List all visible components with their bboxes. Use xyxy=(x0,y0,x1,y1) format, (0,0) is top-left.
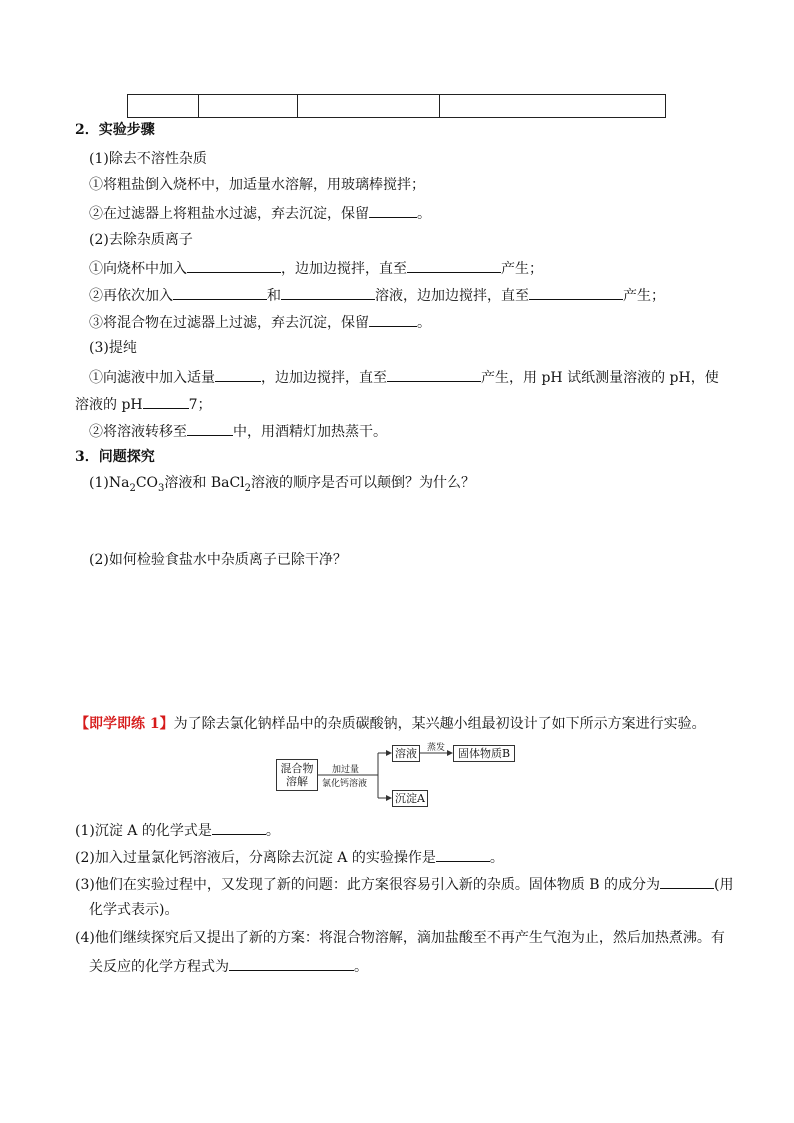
step-3-1-cont: 溶液的 pH 7； xyxy=(75,394,212,414)
step-3-1: ①向滤液中加入适量 ，边加边搅拌，直至 产生，用 pH 试纸测量溶液的 pH，使 xyxy=(89,367,719,387)
question-2: (2)如何检验食盐水中杂质离子已除干净？ xyxy=(89,552,347,568)
section-2-heading: 2．实验步骤 xyxy=(75,122,155,138)
section-3-heading: 3．问题探究 xyxy=(75,449,155,465)
box-solid-b: 固体物质B xyxy=(453,745,515,762)
answer-blank[interactable] xyxy=(387,367,481,382)
answer-blank[interactable] xyxy=(529,285,623,300)
step-2-title: (2)去除杂质离子 xyxy=(89,232,193,248)
reagent-label-1: 加过量 xyxy=(332,765,360,775)
evaporate-label: 蒸发 xyxy=(427,743,446,753)
question-1: $(1)Na_2CO_3$溶液和 BaCl$_2$溶液的顺序是否可以颠倒？为什么？ xyxy=(89,475,476,494)
exercise-tag: 【即学即练 1】 xyxy=(75,716,174,732)
answer-blank[interactable] xyxy=(143,394,189,409)
box-precipitate-a: 沉淀A xyxy=(392,790,428,807)
exercise-q2: (2)加入过量氯化钙溶液后，分离除去沉淀 A 的实验操作是 。 xyxy=(75,847,504,867)
step-1-2: ②在过滤器上将粗盐水过滤，弃去沉淀，保留 。 xyxy=(89,203,431,223)
step-2-3: ③将混合物在过滤器上过滤，弃去沉淀，保留 。 xyxy=(89,312,431,332)
answer-blank[interactable] xyxy=(187,258,281,273)
table-fragment xyxy=(127,94,666,118)
exercise-q3-cont: 化学式表示)。 xyxy=(89,902,179,918)
answer-blank[interactable] xyxy=(369,312,417,327)
answer-blank[interactable] xyxy=(407,258,501,273)
answer-blank[interactable] xyxy=(215,367,261,382)
step-1-1: ①将粗盐倒入烧杯中，加适量水溶解，用玻璃棒搅拌； xyxy=(89,177,425,193)
answer-blank[interactable] xyxy=(436,847,490,862)
exercise-q3: (3)他们在实验过程中，又发现了新的问题：此方案很容易引入新的杂质。固体物质 B 的成分为 (用 xyxy=(75,874,734,894)
answer-blank[interactable] xyxy=(187,421,233,436)
answer-blank[interactable] xyxy=(173,285,267,300)
table-cell xyxy=(297,95,440,117)
exercise-q1: (1)沉淀 A 的化学式是 。 xyxy=(75,820,280,840)
step-1-title: (1)除去不溶性杂质 xyxy=(89,151,207,167)
answer-blank[interactable] xyxy=(281,285,375,300)
box-mixture: 混合物 溶解 xyxy=(276,759,318,791)
step-3-title: (3)提纯 xyxy=(89,340,137,356)
exercise-q4: (4)他们继续探究后又提出了新的方案：将混合物溶解，滴加盐酸至不再产生气泡为止，然后加热煮沸。有 xyxy=(75,930,725,946)
answer-blank[interactable] xyxy=(229,956,354,971)
step-2-2: ②再依次加入 和 溶液，边加边搅拌，直至 产生； xyxy=(89,285,665,305)
exercise-q4-cont: 关反应的化学方程式为 。 xyxy=(89,956,368,976)
table-cell xyxy=(198,95,298,117)
step-3-2: ②将溶液转移至 中，用酒精灯加热蒸干。 xyxy=(89,421,387,441)
reagent-label-2: 氯化钙溶液 xyxy=(322,779,368,789)
exercise-intro: 【即学即练 1】为了除去氯化钠样品中的杂质碳酸钠，某兴趣小组最初设计了如下所示方案进行实验。 xyxy=(75,716,706,732)
step-2-1: ①向烧杯中加入 ，边加边搅拌，直至 产生； xyxy=(89,258,543,278)
box-filtrate: 溶液 xyxy=(392,745,420,762)
answer-blank[interactable] xyxy=(212,820,266,835)
answer-blank[interactable] xyxy=(660,874,714,889)
table-cell xyxy=(128,95,199,117)
answer-blank[interactable] xyxy=(369,203,417,218)
